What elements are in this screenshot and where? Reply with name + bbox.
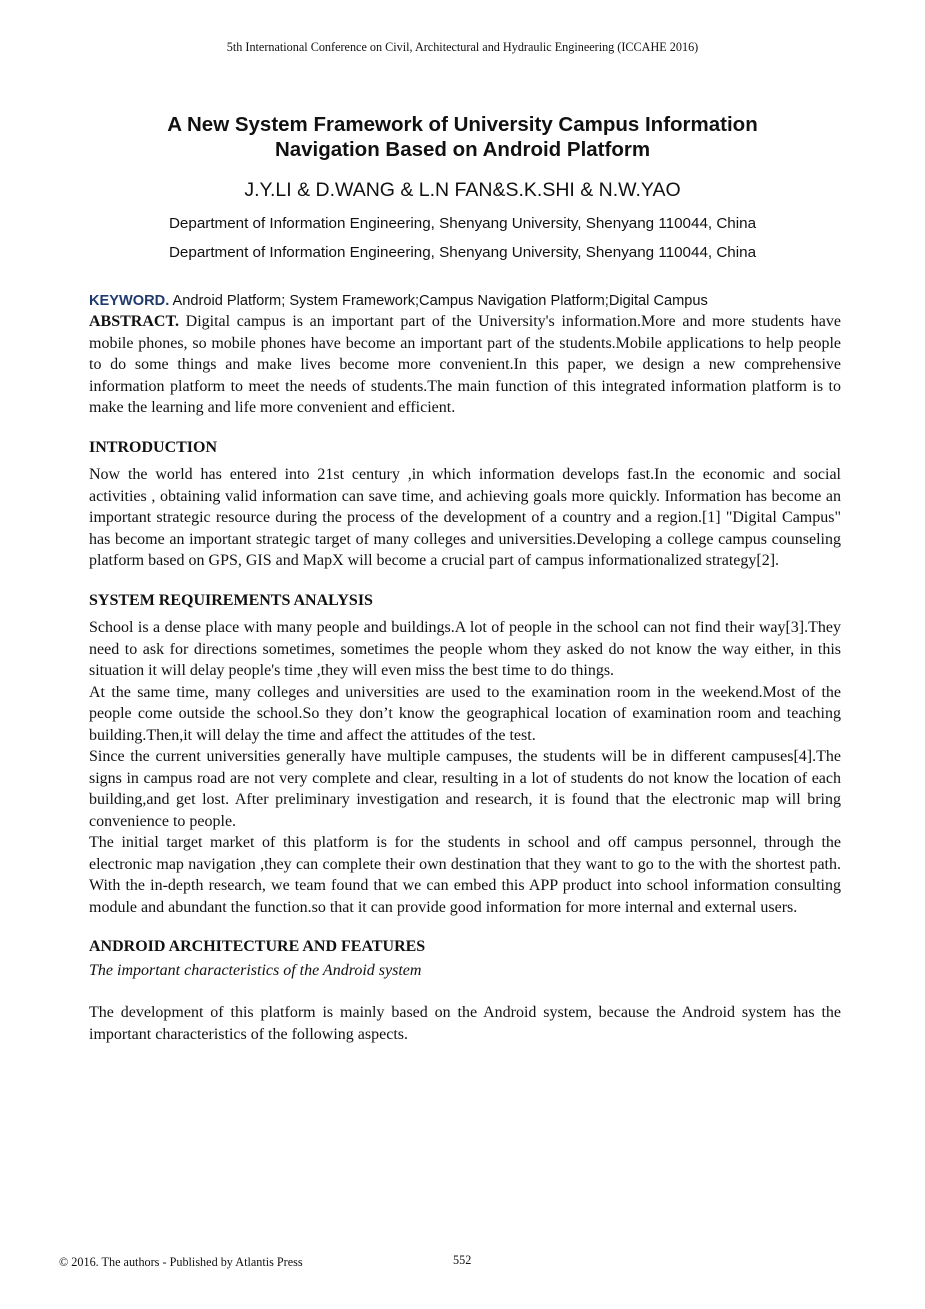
title-line-2: Navigation Based on Android Platform: [274, 138, 651, 161]
affiliation-1: Department of Information Engineering, Shenyang University, Shenyang 110044, China: [168, 215, 757, 232]
section-heading-requirements: SYSTEM REQUIREMENTS ANALYSIS: [89, 591, 373, 609]
requirements-paragraph-2: At the same time, many colleges and universities are used to the examination room in the weekend.Most of the people come outside the school.So they don’t know the geographical location of examination room and teaching building.Then,it will delay the time and affect the attitudes of the test.: [89, 683, 841, 744]
footer-copyright: © 2016. The authors - Published by Atlantis Press: [59, 1255, 303, 1269]
author-list: J.Y.LI & D.WANG & L.N FAN&S.K.SHI & N.W.YAO: [244, 179, 681, 201]
abstract: [89, 311, 841, 419]
keywords-label: KEYWORD.: [89, 293, 170, 309]
requirements-paragraph-4: The initial target market of this platform is for the students in school and off campus personnel, through the electronic map navigation ,they can complete their own destination that they want to go to the with the shortest path. With the in-depth research, we team found that we can embed this APP product into school information consulting module and abundant the function.so that it can provide good information for more internal and external users.: [89, 834, 841, 916]
affiliation-2: Department of Information Engineering, Shenyang University, Shenyang 110044, China: [168, 244, 757, 261]
android-paragraph: The development of this platform is mainly based on the Android system, because the Android system has the important characteristics of the following aspects.: [89, 1004, 841, 1043]
abstract-text: Digital campus is an important part of the University's information.More and more students have mobile phones, so mobile phones have become an important part of the students.Mobile applications to help people to do some things and make lives become more convenient.In this paper, we design a new comprehensive information platform to meet the needs of students.The main function of this integrated information platform is to make the learning and life more convenient and efficient.: [89, 313, 841, 416]
keywords-text: Android Platform; System Framework;Campus Navigation Platform;Digital Campus: [172, 293, 708, 309]
paper-title: [60, 112, 865, 162]
introduction-paragraph: Now the world has entered into 21st century ,in which information develops fast.In the economic and social activities , obtaining valid information can save time, and achieving goals more quickly. Information has become an important strategic resource during the process of the development of a country and a region.[1] "Digital Campus" has become an important strategic target of many colleges and universities.Developing a college campus counseling platform based on GPS, GIS and MapX will become a crucial part of campus informationalized strategy[2].: [89, 466, 841, 569]
requirements-paragraph-1: School is a dense place with many people and buildings.A lot of people in the school can not find their way[3].They need to ask for directions sometimes, sometimes the people whom they asked do not know the way either, in this situation it will delay people's time ,they will even miss the best time to do things.: [89, 619, 841, 679]
requirements-paragraph-3: Since the current universities generally have multiple campuses, the students will be in different campuses[4].The signs in campus road are not very complete and clear, resulting in a lot of students do not know the location of each building,and get lost. After preliminary investigation and research, it is found that the electronic map will bring convenience to people.: [89, 748, 841, 830]
abstract-label: ABSTRACT.: [89, 313, 179, 330]
page-number: 552: [453, 1253, 472, 1267]
subsection-heading-android-characteristics: The important characteristics of the Android system: [89, 961, 422, 979]
section-heading-android: ANDROID ARCHITECTURE AND FEATURES: [89, 938, 426, 955]
title-line-1: A New System Framework of University Campus Information: [167, 113, 758, 136]
conference-header: 5th International Conference on Civil, Architectural and Hydraulic Engineering (ICCAHE 2016): [226, 40, 699, 54]
paper-body: [89, 291, 841, 1045]
section-heading-introduction: INTRODUCTION: [89, 438, 218, 456]
keywords: [89, 291, 841, 311]
